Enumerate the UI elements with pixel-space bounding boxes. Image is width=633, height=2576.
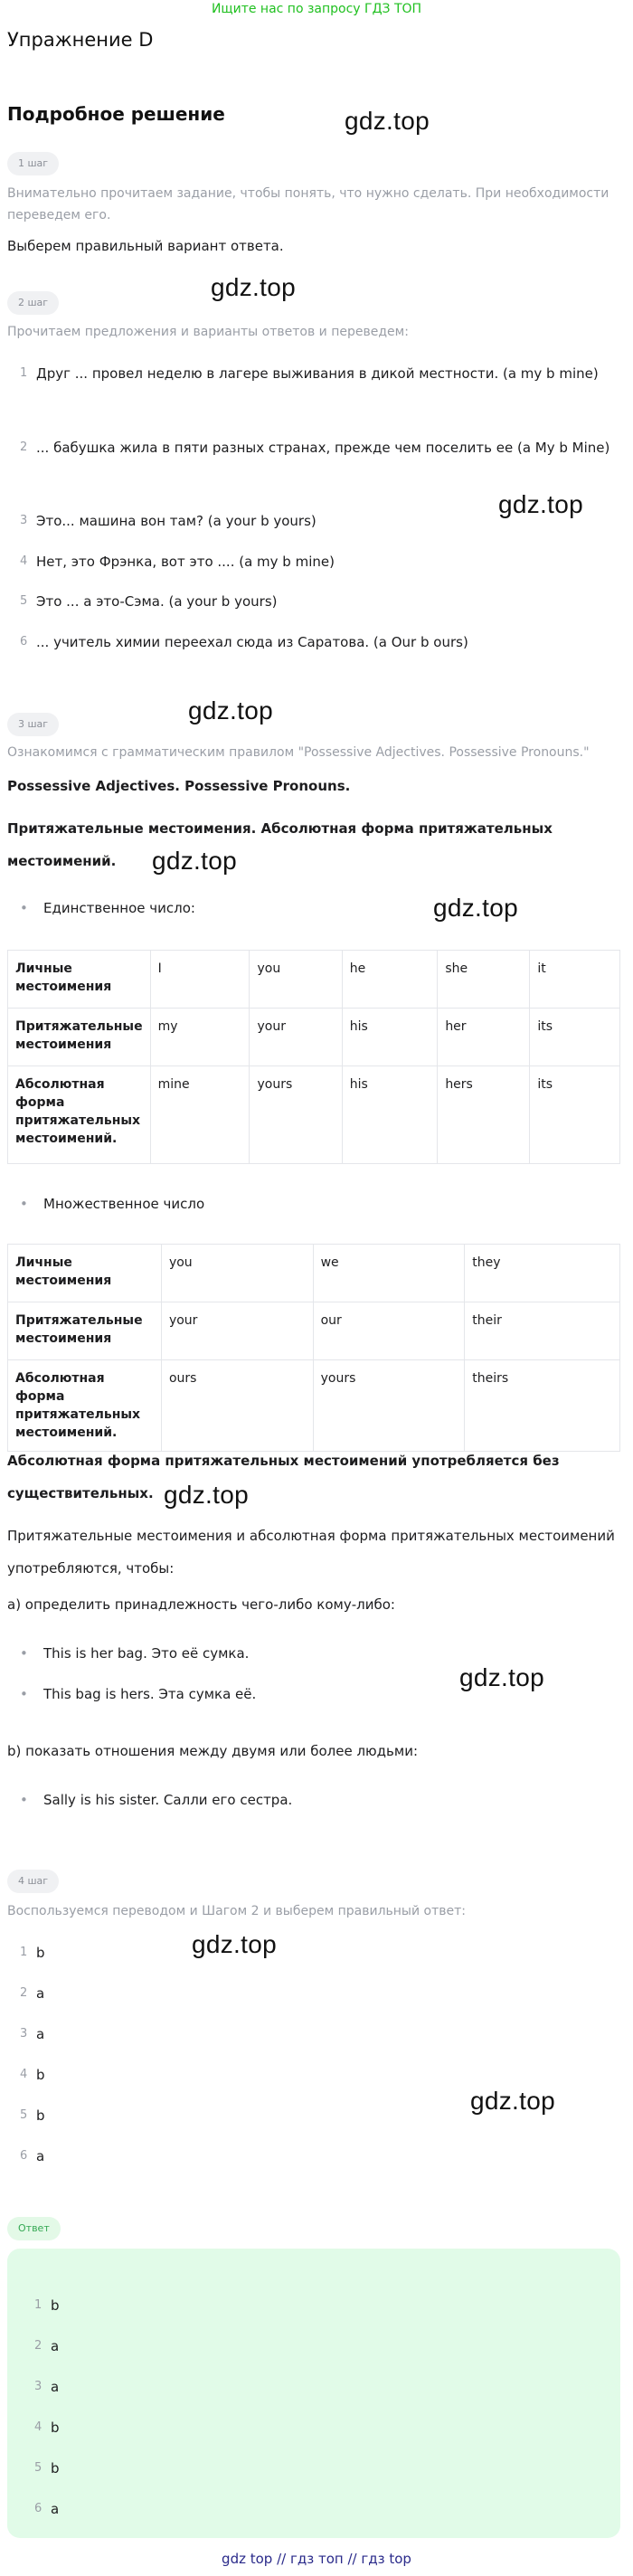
step-1-badge: 1 шаг (7, 152, 59, 175)
watermark: gdz.top (152, 847, 237, 875)
watermark: gdz.top (433, 894, 518, 922)
list-item: • Sally is his sister. Салли его сестра. (20, 1792, 293, 1808)
table-row: Личные местоимения you we they (8, 1245, 620, 1302)
list-item: 2 a (20, 1985, 45, 2002)
list-item: 5 Это ... а это-Сэма. (a your b yours) (20, 593, 278, 610)
list-item: 1 b (34, 2297, 60, 2314)
step-2-badge: 2 шаг (7, 291, 59, 315)
step-1-text: Выберем правильный вариант ответа. (7, 238, 284, 254)
footer-links (0, 2551, 633, 2567)
list-item: 6 a (34, 2501, 60, 2517)
footer-link[interactable]: гдз top (361, 2551, 411, 2567)
table-row: Притяжательные местоимения your our their (8, 1302, 620, 1360)
footer-link[interactable]: gdz top (222, 2551, 273, 2567)
watermark: gdz.top (470, 2087, 555, 2115)
list-item: 3 a (34, 2379, 60, 2395)
list-item: 4 Нет, это Фрэнка, вот это .... (a my b mine) (20, 554, 335, 570)
list-item: 3 a (20, 2026, 45, 2042)
rule-point-a: а) определить принадлежность чего-либо кому-либо: (7, 1596, 395, 1613)
watermark: gdz.top (188, 696, 273, 724)
list-item: • This bag is hers. Эта сумка её. (20, 1686, 257, 1702)
footer-link[interactable]: гдз топ (289, 2551, 344, 2567)
list-item: 3 Это... машина вон там? (a your b yours) (20, 513, 316, 529)
list-item: 2 a (34, 2338, 60, 2354)
answer-badge: Ответ (7, 2217, 61, 2240)
watermark: gdz.top (192, 1930, 277, 1958)
watermark: gdz.top (345, 107, 430, 135)
list-item: 5 b (20, 2107, 45, 2124)
rule-text: Притяжательные местоимения и абсолютная форма притяжательных местоимений употребляются, чтобы: (7, 1528, 615, 1577)
watermark: gdz.top (498, 490, 583, 518)
rule-bold-text: Абсолютная форма притяжательных местоимений употребляется без существительных. (7, 1453, 560, 1501)
step-3-badge: 3 шаг (7, 713, 59, 736)
list-item: 2 ... бабушка жила в пяти разных странах, прежде чем поселить ее (a My b Mine) (20, 440, 610, 456)
rule-heading: Possessive Adjectives. Possessive Pronouns. (7, 778, 351, 794)
step-4-badge: 4 шаг (7, 1870, 59, 1893)
step-3-hint: Ознакомимся с грамматическим правилом "Possessive Adjectives. Possessive Pronouns." (7, 745, 590, 760)
page-title: Упражнение D (7, 29, 154, 51)
singular-table (7, 950, 620, 1164)
watermark: gdz.top (164, 1481, 249, 1509)
list-item: 6 ... учитель химии переехал сюда из Саратова. (a Our b ours) (20, 634, 468, 650)
list-item: 5 b (34, 2460, 60, 2477)
list-item: • Множественное число (20, 1196, 205, 1212)
step-4-hint: Воспользуемся переводом и Шагом 2 и выберем правильный ответ: (7, 1904, 466, 1918)
list-item: 6 a (20, 2148, 45, 2164)
search-banner[interactable]: Ищите нас по запросу ГДЗ ТОП (211, 2, 422, 16)
plural-table (7, 1244, 620, 1452)
step-1-hint: Внимательно прочитаем задание, чтобы понять, что нужно сделать. При необходимости переведем его. (7, 186, 609, 223)
step-2-hint: Прочитаем предложения и варианты ответов и переведем: (7, 325, 409, 339)
rule-point-b: b) показать отношения между двумя или более людьми: (7, 1743, 418, 1759)
watermark: gdz.top (459, 1663, 544, 1691)
table-row: Притяжательные местоимения my your his her its (8, 1009, 620, 1066)
list-item: 4 b (20, 2067, 45, 2083)
table-row: Абсолютная форма притяжательных местоимений. ours yours theirs (8, 1360, 620, 1452)
list-item: 1 Друг ... провел неделю в лагере выживания в дикой местности. (a my b mine) (20, 365, 599, 382)
section-title: Подробное решение (7, 103, 225, 125)
table-row: Абсолютная форма притяжательных местоимений. mine yours his hers its (8, 1066, 620, 1164)
list-item: 1 b (20, 1945, 45, 1961)
footer-separator: // (277, 2551, 287, 2567)
list-item: • Единственное число: (20, 900, 195, 916)
watermark: gdz.top (211, 273, 296, 301)
footer-separator: // (347, 2551, 357, 2567)
rule-subheading: Притяжательные местоимения. Абсолютная форма притяжательных местоимений. (7, 820, 553, 869)
table-row: Личные местоимения I you he she it (8, 951, 620, 1009)
list-item: 4 b (34, 2420, 60, 2436)
list-item: • This is her bag. Это её сумка. (20, 1645, 250, 1662)
